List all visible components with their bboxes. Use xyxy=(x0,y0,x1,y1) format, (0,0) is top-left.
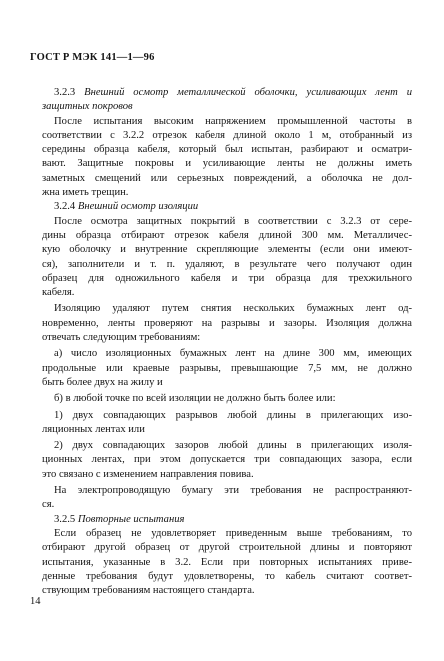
text-line: ляционных лентах или xyxy=(42,423,145,435)
list-item-b xyxy=(42,392,412,406)
text-line: жна иметь трещин. xyxy=(42,187,129,199)
page-header-doc-code: ГОСТ Р МЭК 141—1—96 xyxy=(30,52,155,63)
text-line: 2) двух совпадающих зазоров любой длины в прилегающих изоля- xyxy=(54,440,412,452)
text-line: ствующим требованиям настоящего стандарта. xyxy=(42,585,255,597)
text-line: Если образец не удовлетворяет приведенным выше требованиям, то xyxy=(54,527,412,539)
text-line: На электропроводящую бумагу эти требования не распространяют- xyxy=(54,485,412,497)
text-line: кую оболочку и внутренние скрепляющие элементы (если они имеют- xyxy=(42,244,412,256)
text-line: Изоляцию удаляют путем снятия нескольких бумажных лент од- xyxy=(54,303,412,315)
text-line: ся. xyxy=(42,499,55,511)
section-title: Внешний осмотр изоляции xyxy=(77,201,199,213)
text-line: это связано с изменением направления повива. xyxy=(42,468,254,480)
text-line: отбирают другой образец от другой строительной длины и повторяют xyxy=(42,542,412,554)
section-number: 3.2.4 xyxy=(54,201,76,213)
section-title-continued: защитных покровов xyxy=(42,101,133,113)
list-item-a xyxy=(42,347,412,390)
text-line: середины образца кабеля, который был испытан, разбирают и осматри- xyxy=(42,144,412,156)
text-line: а) число изоляционных бумажных лент на длине 300 мм, имеющих xyxy=(54,348,412,360)
section-heading xyxy=(42,513,412,527)
text-line: новременно, ленты проверяют на разрывы и зазоры. Изоляция должна xyxy=(42,317,412,329)
paragraph xyxy=(42,115,412,201)
text-line: б) в любой точке по всей изоляции не должно быть более или: xyxy=(54,393,336,405)
list-item-2 xyxy=(42,439,412,482)
section-number: 3.2.5 xyxy=(54,513,76,525)
section-title: Повторные испытания xyxy=(77,513,185,525)
section-3-2-5 xyxy=(42,513,412,599)
text-line: После испытания высоким напряжением промышленной частоты в xyxy=(54,115,412,127)
section-number: 3.2.3 xyxy=(54,87,76,98)
text-line: заметных смещений или серьезных повреждений, а оболочка не дол- xyxy=(42,172,412,184)
list-item-1 xyxy=(42,409,412,438)
text-line: соответствии с 3.2.2 отрезок кабеля длиной около 1 м, отобранный из xyxy=(42,129,412,141)
text-line: После осмотра защитных покрытий в соответствии с 3.2.3 от сере- xyxy=(54,215,412,227)
text-line: продольные или краевые разрывы, превышающие 7,5 мм, не должно xyxy=(42,362,412,374)
text-line: кабеля. xyxy=(42,287,75,299)
text-line: быть более двух на жилу и xyxy=(42,376,163,388)
section-heading xyxy=(42,200,412,214)
text-line: вают. Защитные покровы и усиливающие ленты не должны иметь xyxy=(42,158,412,170)
section-3-2-4 xyxy=(42,200,412,512)
text-line: дины образца отбирают отрезок кабеля длиной 300 мм. Металличес- xyxy=(42,229,412,241)
section-title: Внешний осмотр металлической оболочки, усиливающих лент и xyxy=(84,87,412,98)
text-line: ся), заполнители и т. п. удаляют, в результате чего получают один xyxy=(42,258,412,270)
text-line: образец для одножильного кабеля и три образца для трехжильного xyxy=(42,272,412,284)
paragraph xyxy=(42,302,412,345)
section-3-2-3 xyxy=(42,86,412,200)
section-heading xyxy=(42,86,412,100)
text-line: отвечать следующим требованиям: xyxy=(42,332,201,344)
page-number: 14 xyxy=(30,596,41,607)
paragraph xyxy=(42,527,412,598)
text-line: испытания, указанные в 3.2. Если при повторных испытаниях приве- xyxy=(42,556,412,568)
paragraph xyxy=(42,215,412,301)
paragraph xyxy=(42,484,412,513)
text-line: денные требования будут удовлетворены, то кабель считают соответ- xyxy=(42,570,412,582)
text-line: ционных лентах, при этом допускается три совпадающих зазора, если xyxy=(42,454,412,466)
document-body xyxy=(42,86,412,598)
text-line: 1) двух совпадающих разрывов любой длины в прилегающих изо- xyxy=(54,409,412,421)
